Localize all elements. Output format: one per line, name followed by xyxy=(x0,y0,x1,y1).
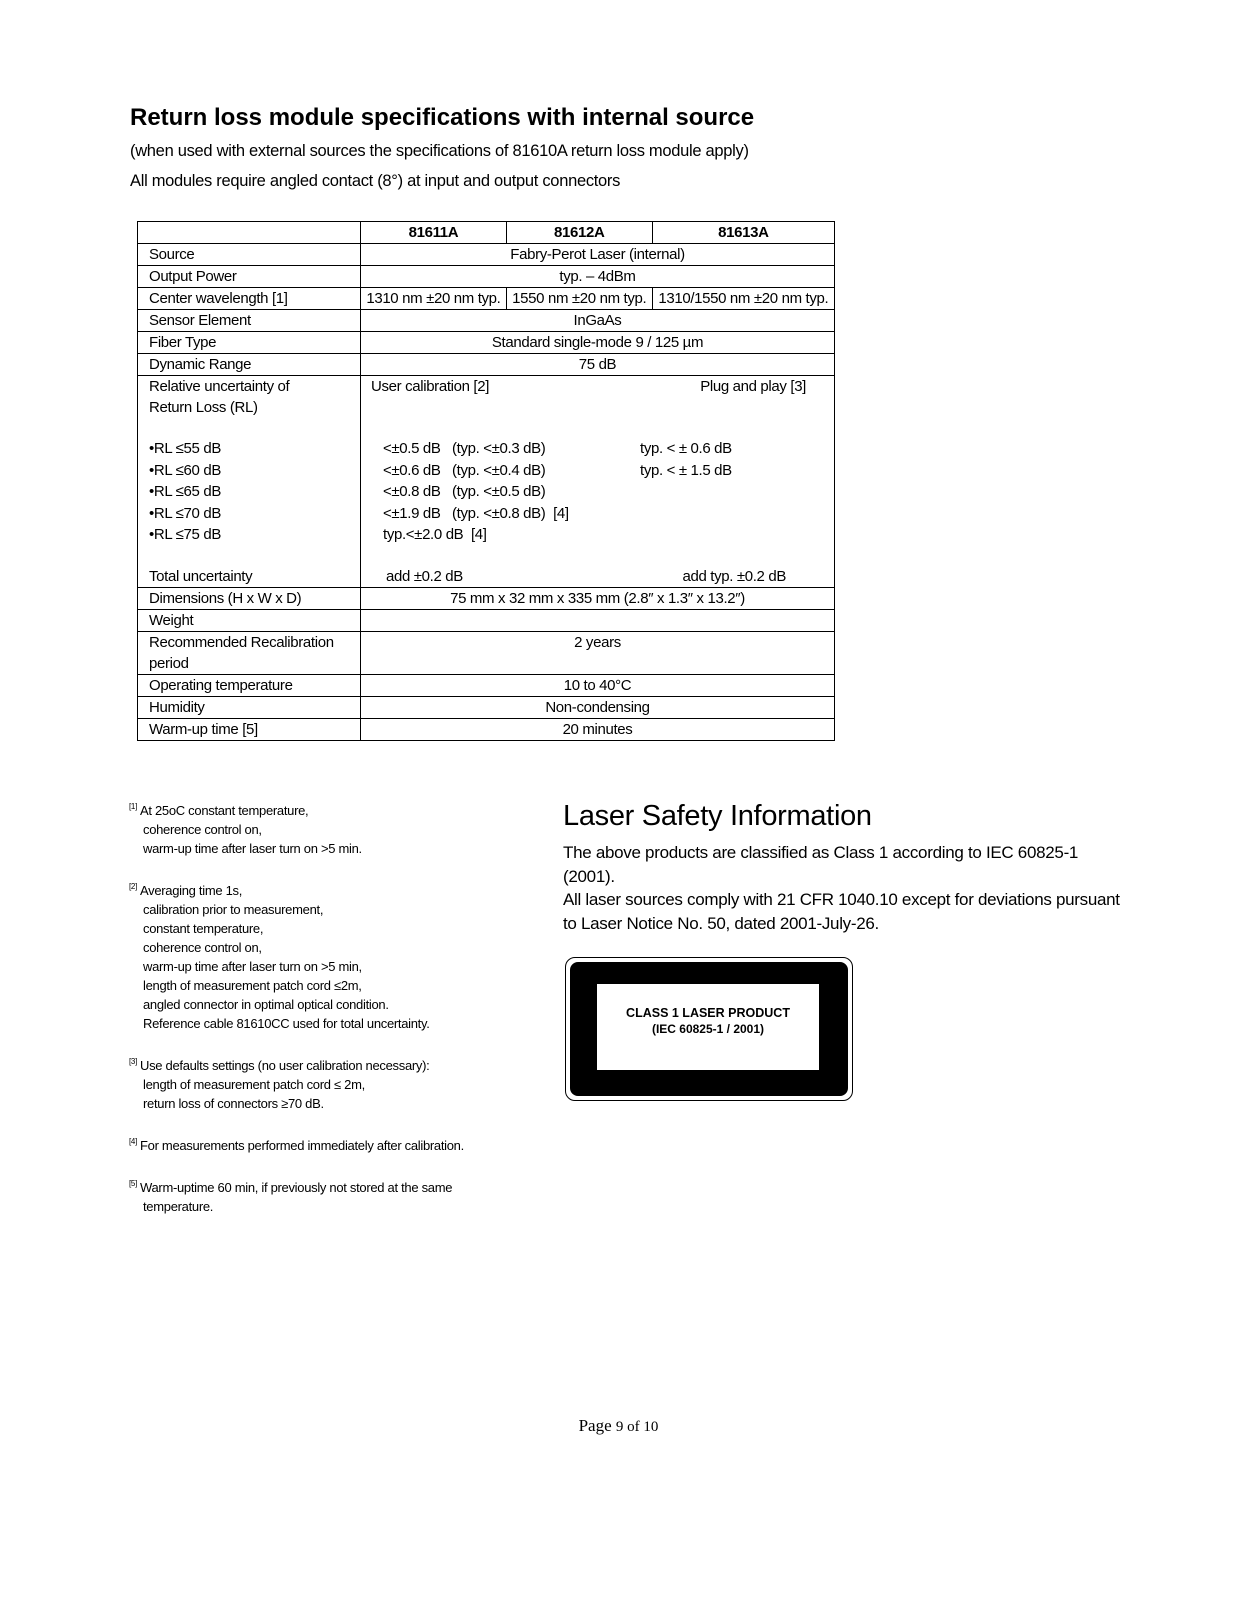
table-header-blank xyxy=(138,222,361,244)
footnotes xyxy=(129,797,549,1235)
footnote-line: warm-up time after laser turn on >5 min, xyxy=(143,959,362,974)
table-row xyxy=(138,288,835,310)
row-value: Non-condensing xyxy=(361,696,835,718)
user-calibration-label: User calibration [2] xyxy=(371,378,490,395)
footnote xyxy=(129,1052,549,1113)
rl-item: • RL ≤65 dB xyxy=(149,481,354,503)
row-value: typ. – 4dBm xyxy=(361,266,835,288)
row-label: Fiber Type xyxy=(138,332,361,354)
table-row xyxy=(138,718,835,740)
rl-list xyxy=(149,438,354,546)
rl-values xyxy=(371,438,834,546)
row-value: 75 mm x 32 mm x 335 mm (2.8″ x 1.3″ x 13.2″) xyxy=(361,587,835,609)
table-row xyxy=(138,244,835,266)
row-value: Standard single-mode 9 / 125 µm xyxy=(361,332,835,354)
table-row xyxy=(138,332,835,354)
cfr-compliance-paragraph: All laser sources comply with 21 CFR 1040.10 except for deviations pursuant to Laser Notice No. 50, dated 2001-July-26. xyxy=(563,890,1120,933)
footnote-number: [4] xyxy=(129,1137,137,1146)
rl-item: • RL ≤75 dB xyxy=(149,524,354,546)
subtitle-external-sources: (when used with external sources the specifications of 81610A return loss module apply) xyxy=(130,142,749,160)
label-line-2: (IEC 60825-1 / 2001) xyxy=(651,1022,765,1036)
wavelength-81613A: 1310/1550 nm ±20 nm typ. xyxy=(652,288,834,310)
table-row-uncertainty xyxy=(138,376,835,588)
plug-and-play-label: Plug and play [3] xyxy=(700,378,806,395)
footnote-line: Use defaults settings (no user calibration necessary): xyxy=(140,1058,430,1073)
footnote-line: length of measurement patch cord ≤ 2m, xyxy=(143,1077,365,1092)
uncertainty-subheader xyxy=(371,376,834,397)
table-header-row xyxy=(138,222,835,244)
user-value: <±0.5 dB (typ. <±0.3 dB) xyxy=(383,440,546,457)
total-uncertainty-values xyxy=(371,566,834,587)
footnote-line: length of measurement patch cord ≤2m, xyxy=(143,978,362,993)
label-border xyxy=(570,962,848,1096)
table-row xyxy=(138,631,835,674)
footnote xyxy=(129,877,549,1033)
rl-value-row xyxy=(371,481,834,503)
row-value: 75 dB xyxy=(361,354,835,376)
row-value xyxy=(361,609,835,631)
label-panel xyxy=(597,984,819,1070)
user-value: <±0.8 dB (typ. <±0.5 dB) xyxy=(383,483,546,500)
row-value: 2 years xyxy=(361,631,835,674)
row-value: 20 minutes xyxy=(361,718,835,740)
row-value: InGaAs xyxy=(361,310,835,332)
footnote-line: For measurements performed immediately after calibration. xyxy=(140,1138,464,1153)
footnote-line: warm-up time after laser turn on >5 min. xyxy=(143,841,362,856)
table-row xyxy=(138,587,835,609)
row-label: Relative uncertainty of Return Loss (RL) xyxy=(149,378,290,416)
rl-value-row xyxy=(371,524,834,546)
row-label: Weight xyxy=(138,609,361,631)
footnote-number: [5] xyxy=(129,1179,137,1188)
footnote-number: [2] xyxy=(129,882,137,891)
row-label: Source xyxy=(138,244,361,266)
table-header-81612A: 81612A xyxy=(506,222,652,244)
total-uncertainty-label: Total uncertainty xyxy=(149,567,253,585)
row-label: Operating temperature xyxy=(138,674,361,696)
plug-value: typ. < ± 1.5 dB xyxy=(640,461,732,479)
row-label: Dynamic Range xyxy=(138,354,361,376)
total-user-value: add ±0.2 dB xyxy=(386,567,463,585)
uncertainty-label-cell xyxy=(138,376,361,588)
rl-value-row xyxy=(371,438,834,460)
total-plug-value: add typ. ±0.2 dB xyxy=(682,567,786,585)
table-row xyxy=(138,354,835,376)
footnote-line: angled connector in optimal optical condition. xyxy=(143,997,389,1012)
row-value: Fabry-Perot Laser (internal) xyxy=(361,244,835,266)
table-row xyxy=(138,266,835,288)
plug-value: typ. < ± 0.6 dB xyxy=(640,440,732,457)
spec-table xyxy=(137,221,835,741)
footnote-line: Reference cable 81610CC used for total uncertainty. xyxy=(143,1016,430,1031)
page-word: Page xyxy=(578,1416,612,1435)
wavelength-81612A: 1550 nm ±20 nm typ. xyxy=(506,288,652,310)
page-footer xyxy=(0,1416,1237,1436)
footnote-line: Warm-uptime 60 min, if previously not stored at the same xyxy=(140,1180,453,1195)
page-number: 9 of 10 xyxy=(615,1419,659,1435)
table-header-81611A: 81611A xyxy=(361,222,507,244)
footnote-line: Averaging time 1s, xyxy=(140,883,243,898)
row-label: Sensor Element xyxy=(138,310,361,332)
row-label: Dimensions (H x W x D) xyxy=(138,587,361,609)
uncertainty-values-cell xyxy=(361,376,835,588)
rl-item: • RL ≤70 dB xyxy=(149,503,354,525)
footnote xyxy=(129,1174,549,1216)
footnote-line: coherence control on, xyxy=(143,940,262,955)
footnote-number: [1] xyxy=(129,802,137,811)
footnote-line: temperature. xyxy=(143,1199,214,1214)
footnote-number: [3] xyxy=(129,1057,137,1066)
laser-class-paragraph: The above products are classified as Class 1 according to IEC 60825-1 (2001). xyxy=(563,843,1079,886)
table-row xyxy=(138,609,835,631)
user-value: <±1.9 dB (typ. <±0.8 dB) [4] xyxy=(383,504,569,522)
wavelength-81611A: 1310 nm ±20 nm typ. xyxy=(361,288,507,310)
subtitle-angled-contact: All modules require angled contact (8°) at input and output connectors xyxy=(130,172,621,190)
table-header-81613A: 81613A xyxy=(652,222,834,244)
footnote-line: calibration prior to measurement, xyxy=(143,902,324,917)
footnote-line: return loss of connectors ≥70 dB. xyxy=(143,1096,324,1111)
footnote-line: coherence control on, xyxy=(143,822,262,837)
class1-laser-label xyxy=(565,957,853,1101)
user-value: <±0.6 dB (typ. <±0.4 dB) xyxy=(383,461,546,479)
table-row xyxy=(138,310,835,332)
footnote-line: At 25oC constant temperature, xyxy=(140,803,309,818)
rl-value-row xyxy=(371,503,834,525)
row-value: 10 to 40°C xyxy=(361,674,835,696)
rl-item: • RL ≤60 dB xyxy=(149,460,354,482)
footnote xyxy=(129,797,549,858)
footnote-line: constant temperature, xyxy=(143,921,264,936)
footnote xyxy=(129,1132,549,1155)
label-line-1: CLASS 1 LASER PRODUCT xyxy=(626,1006,790,1020)
table-row xyxy=(138,674,835,696)
table-row xyxy=(138,696,835,718)
rl-value-row xyxy=(371,460,834,482)
user-value: typ.<±2.0 dB [4] xyxy=(383,526,487,543)
row-label: Humidity xyxy=(138,696,361,718)
rl-item: • RL ≤55 dB xyxy=(149,438,354,460)
page-title: Return loss module specifications with internal source xyxy=(130,104,755,131)
row-label: Output Power xyxy=(138,266,361,288)
row-label: Recommended Recalibration period xyxy=(138,631,361,674)
laser-safety-title: Laser Safety Information xyxy=(563,800,872,832)
row-label: Center wavelength [1] xyxy=(138,288,361,310)
row-label: Warm-up time [5] xyxy=(138,718,361,740)
